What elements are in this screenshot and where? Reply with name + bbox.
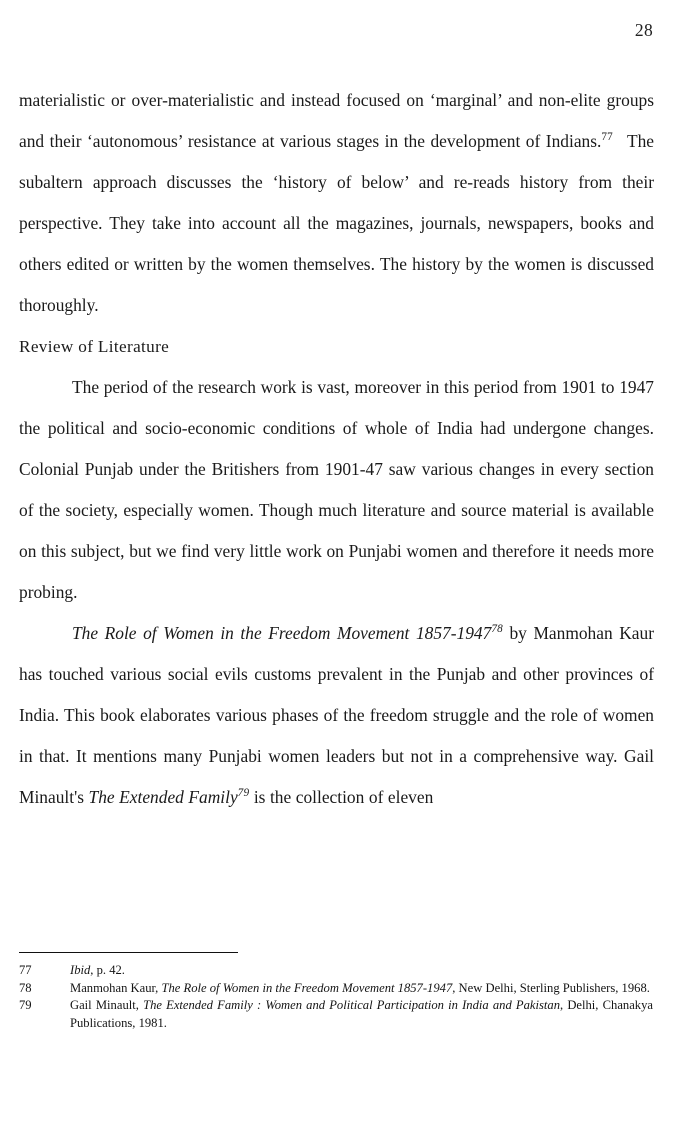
footnote-text-segment: , New Delhi, Sterling Publishers, 1968.	[452, 980, 650, 995]
footnote-text-segment: Ibid	[70, 963, 91, 977]
footnote-reference-77[interactable]: 77	[601, 131, 613, 144]
paragraph-2: The period of the research work is vast, moreover in this period from 1901 to 1947 the political and socio-economic conditions of whole of India had undergone changes. Colonial Punjab under the Britishers from 1901-47 saw various changes in every section of the society, especially women. Though much literature and source material is available on this subject, but we find very little work on Punjabi women and therefore it needs more probing.	[19, 377, 654, 602]
section-heading-review-of-literature: Review of Literature	[19, 337, 170, 356]
footnote-text-segment: Manmohan Kaur,	[70, 980, 162, 995]
book-title-extended-family: The Extended Family	[88, 787, 238, 807]
footnote-list	[19, 962, 654, 1032]
paragraph-1-text-tail: The history by the women is discussed thoroughly.	[19, 254, 654, 315]
paragraph-3	[19, 613, 654, 818]
footnote-text	[70, 962, 654, 980]
footnote-number: 79	[19, 998, 32, 1012]
footnote-number: 78	[19, 980, 32, 995]
footnote-separator-rule	[19, 952, 238, 953]
footnote-text	[70, 997, 654, 1032]
footnote-number: 77	[19, 963, 32, 977]
footnote-entry	[19, 962, 654, 980]
page-number: 28	[634, 20, 653, 40]
footnote-area	[19, 952, 654, 1032]
footnote-reference-78[interactable]: 78	[491, 623, 503, 636]
footnote-text-segment: , Delhi, Chanakya Publications, 1981.	[70, 998, 653, 1030]
footnote-text-segment: The Extended Family : Women and Political Participation in India and Pakistan	[143, 998, 560, 1012]
footnote-reference-79[interactable]: 79	[237, 787, 250, 800]
paragraph-3-text-1: by Manmohan Kaur has touched various social evils customs prevalent in the Punjab and other provinces of India. This book elaborates various phases of the freedom struggle and the role of women in that. It mentions many Punjabi women leaders but not in a comprehensive way. Gail Minault's	[19, 623, 654, 807]
paragraph-1-text-before-ref: materialistic or over-materialistic and instead focused on ‘marginal’ and non-elite groups and their ‘autonomous’ resistance at various stages in the development of Indians.	[19, 90, 654, 151]
footnote-entry	[19, 980, 654, 998]
paragraph-1-text-after-ref: The subaltern approach discusses the ‘history of below’ and re-reads history from their perspective. They take into account all the magazines, journals, newspapers, books and others edited or written by the women themselves.	[19, 131, 654, 274]
book-title-role-of-women: The Role of Women in the Freedom Movement 1857-1947	[72, 623, 492, 643]
paragraph-3-text-2: is the collection of eleven	[249, 787, 434, 807]
paragraph-1	[19, 80, 654, 326]
footnote-text-segment: , p. 42.	[90, 963, 125, 977]
footnote-text	[70, 980, 654, 998]
footnote-text-segment: The Role of Women in the Freedom Movement 1857-1947	[161, 980, 453, 995]
body-text-block	[19, 80, 654, 818]
footnote-entry	[19, 997, 654, 1032]
footnote-text-segment: Gail Minault,	[70, 998, 144, 1012]
